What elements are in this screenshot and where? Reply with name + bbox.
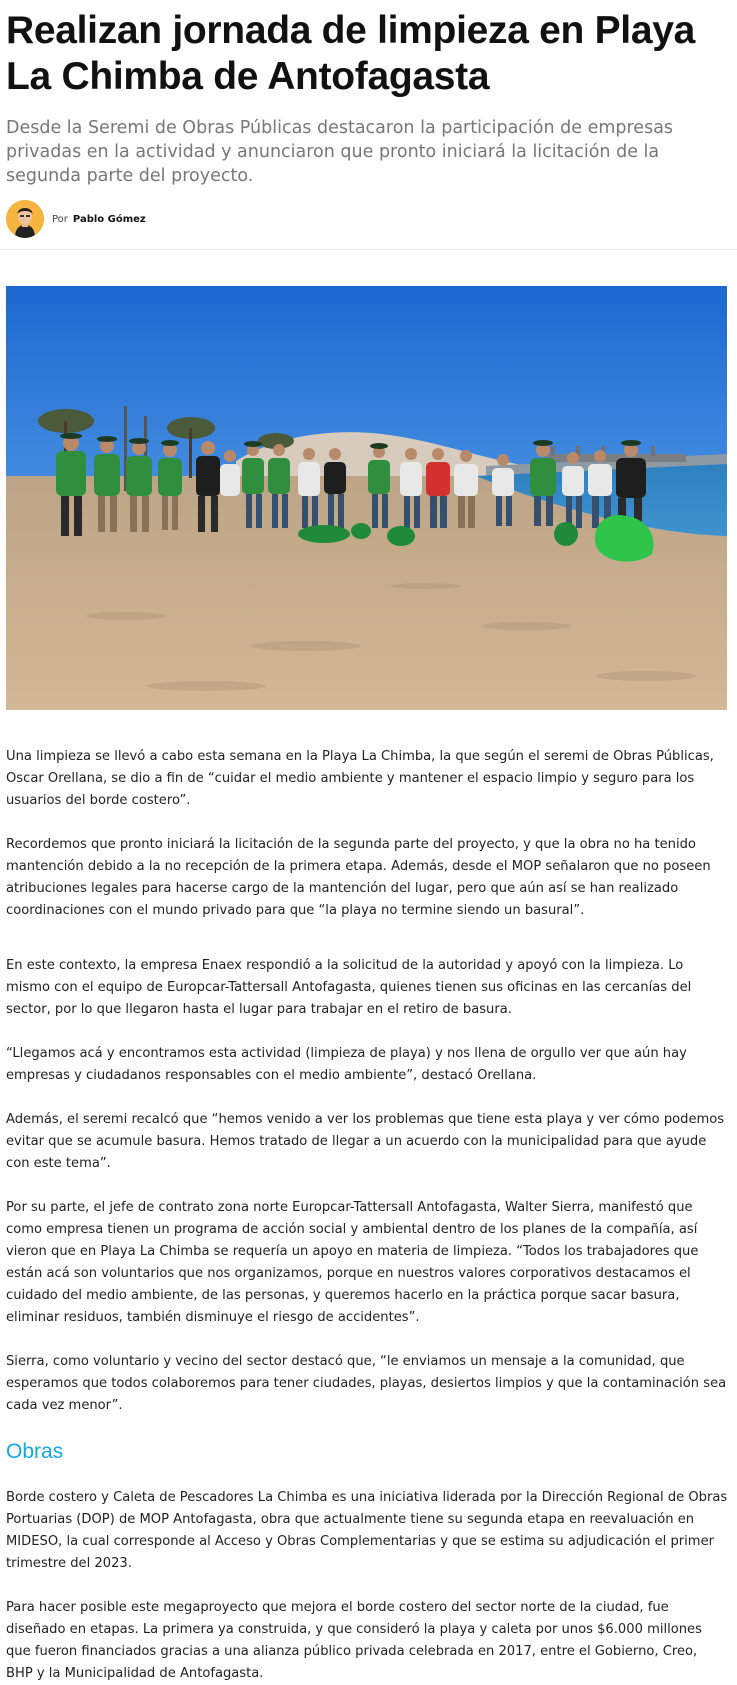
article-headline: Realizan jornada de limpieza en Playa La Chimba de Antofagasta xyxy=(6,9,695,98)
header-divider xyxy=(0,249,737,250)
author-avatar[interactable] xyxy=(6,200,44,238)
byline-prefix: Por xyxy=(52,213,68,225)
article-dek: Desde la Seremi de Obras Públicas destacaron la participación de empresas privadas en la actividad y anunciaron que pronto iniciará la licitación de la segunda parte del proyecto. xyxy=(6,118,674,186)
article-paragraph: En este contexto, la empresa Enaex respondió a la solicitud de la autoridad y apoyó con la limpieza. Lo mismo con el equipo de Europcar-Tattersall Antofagasta, quienes tienen sus oficinas en las cercanías del sector, por lo que llegaron hasta el lugar para trabajar en el retiro de basura. xyxy=(6,958,692,1017)
article-paragraph: Sierra, como voluntario y vecino del sector destacó que, “le enviamos un mensaje a la comunidad, que esperamos que todos colaboremos para tener ciudades, playas, desiertos limpios y que la contaminación sea cada vez menor”. xyxy=(6,1354,727,1413)
article-paragraph: Borde costero y Caleta de Pescadores La Chimba es una iniciativa liderada por la Dirección Regional de Obras Portuarias (DOP) de MOP Antofagasta, obra que actualmente tiene su segunda etapa en reevaluación en MIDESO, la cual corresponde al Acceso y Obras Complementarias y que se estima su adjudicación el primer trimestre del 2023. xyxy=(6,1490,728,1571)
section-heading-obras: Obras xyxy=(6,1440,64,1463)
article-paragraph: Una limpieza se llevó a cabo esta semana en la Playa La Chimba, la que según el seremi de Obras Públicas, Oscar Orellana, se dio a fin de “cuidar el medio ambiente y mantener el espacio limpio y seguro para los usuarios del borde costero”. xyxy=(6,749,714,808)
beach-cleanup-photo xyxy=(6,286,727,710)
author-name[interactable]: Pablo Gómez xyxy=(72,213,146,225)
article-paragraph: “Llegamos acá y encontramos esta actividad (limpieza de playa) y nos llena de orgullo ver que aún hay empresas y ciudadanos responsables con el medio ambiente”, destacó Orellana. xyxy=(6,1046,687,1083)
article-paragraph: Además, el seremi recalcó que “hemos venido a ver los problemas que tiene esta playa y ver cómo podemos evitar que se acumule basura. Hemos tratado de llegar a un acuerdo con la municipalidad para que ayude con este tema”. xyxy=(6,1112,725,1171)
article-paragraph: Para hacer posible este megaproyecto que mejora el borde costero del sector norte de la ciudad, fue diseñado en etapas. La primera ya construida, y que consideró la playa y caleta por unos $6.000 millones que fueron financiados gracias a una alianza público privada celebrada en 2017, entre el Gobierno, Creo, BHP y la Municipalidad de Antofagasta. xyxy=(6,1600,702,1681)
article-paragraph: Recordemos que pronto iniciará la licitación de la segunda parte del proyecto, y que la obra no ha tenido mantención debido a la no recepción de la primera etapa. Además, desde el MOP señalaron que no poseen atribuciones legales para hacerse cargo de la mantención del lugar, pero que aún así se han realizado coordinaciones con el mundo privado para que “la playa no termine siendo un basural”. xyxy=(6,837,711,918)
article-body xyxy=(6,746,728,1685)
byline xyxy=(6,199,146,239)
article-paragraph: Por su parte, el jefe de contrato zona norte Europcar-Tattersall Antofagasta, Walter Sierra, manifestó que como empresa tienen un programa de acción social y ambiental dentro de los planes de la compañía, así vieron que en Playa La Chimba se requería un apoyo en materia de limpieza. “Todos los trabajadores que están acá son voluntarios que nos organizamos, porque en nuestros valores corporativos destacamos el cuidado del medio ambiente, de las personas, y queremos hacerlo en la práctica porque sacar basura, eliminar residuos, también disminuye el riesgo de accidentes”. xyxy=(6,1200,699,1325)
